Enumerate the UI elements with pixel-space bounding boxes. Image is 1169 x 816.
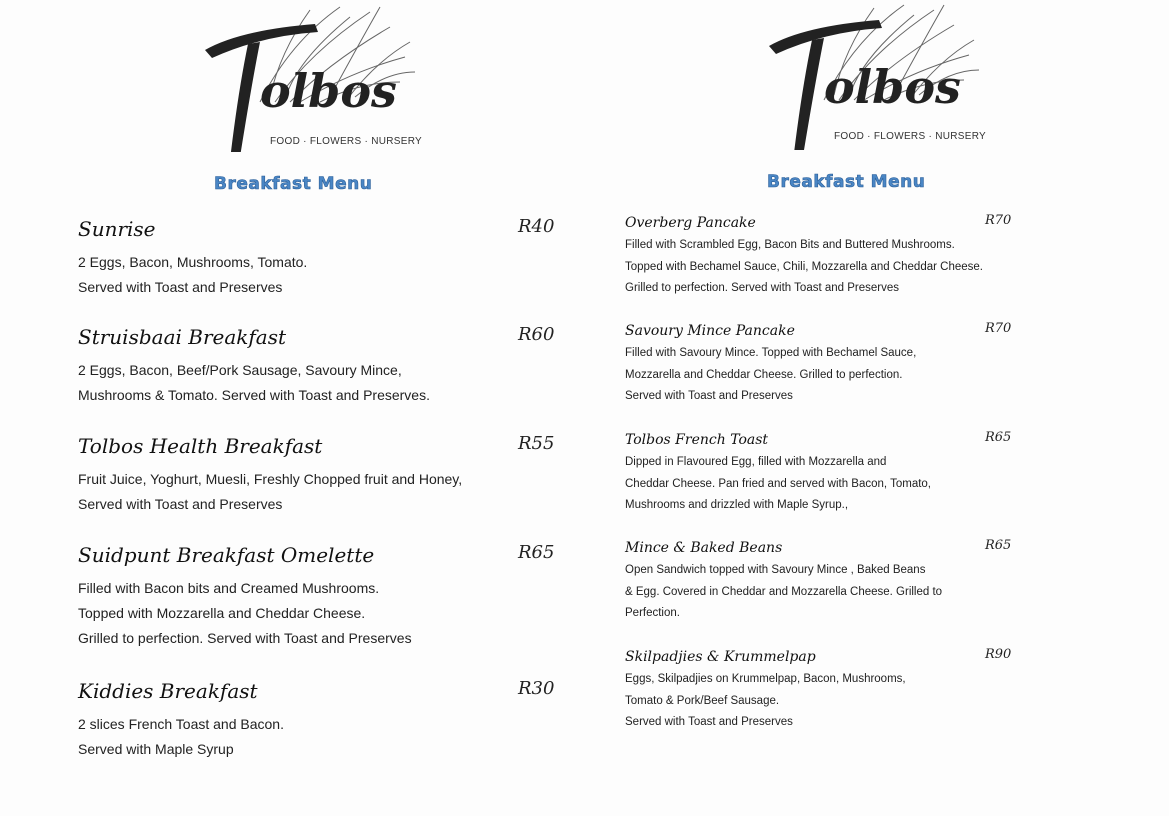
logo-text: olbos (260, 64, 397, 118)
item-price: R60 (518, 324, 555, 345)
item-price: R70 (985, 213, 1012, 228)
item-name: Sunrise (78, 217, 156, 241)
menu-item (625, 538, 1015, 625)
item-description: Filled with Scrambled Egg, Bacon Bits and Buttered Mushrooms. Topped with Bechamel Sauce, Chili, Mozzarella and Cheddar Cheese. Grilled to perfection. Served with Toast and Preserves (625, 239, 983, 294)
menu-item (78, 431, 568, 517)
item-price: R70 (985, 321, 1012, 336)
item-description: 2 slices French Toast and Bacon. Served with Maple Syrup (78, 716, 284, 757)
logo-tagline: FOOD · FLOWERS · NURSERY (270, 136, 423, 147)
item-price: R65 (985, 430, 1012, 445)
menu-item (78, 676, 568, 762)
item-description: Eggs, Skilpadjies on Krummelpap, Bacon, Mushrooms, Tomato & Pork/Beef Sausage. Served with Toast and Preserves (625, 673, 906, 728)
item-price: R30 (518, 678, 555, 699)
item-description: Filled with Bacon bits and Creamed Mushrooms. Topped with Mozzarella and Cheddar Cheese. Grilled to perfection. Served with Toast and Preserves (78, 580, 412, 646)
right-menu-page (584, 0, 1169, 816)
menu-item (78, 540, 568, 651)
menu-item (625, 647, 1015, 734)
tolbos-logo (200, 2, 430, 152)
menu-item (625, 213, 1015, 300)
item-price: R65 (985, 538, 1012, 553)
logo-tagline: FOOD · FLOWERS · NURSERY (834, 131, 987, 142)
item-name: Kiddies Breakfast (78, 679, 258, 703)
item-name: Tolbos Health Breakfast (78, 434, 323, 458)
item-price: R90 (985, 647, 1012, 662)
menu-item (78, 322, 568, 408)
menu-title: Breakfast Menu (767, 172, 926, 192)
left-menu-page (0, 0, 584, 816)
item-description: Open Sandwich topped with Savoury Mince , Baked Beans & Egg. Covered in Cheddar and Mozzarella Cheese. Grilled to Perfection. (625, 564, 943, 619)
menu-title: Breakfast Menu (214, 174, 373, 194)
item-description: 2 Eggs, Bacon, Mushrooms, Tomato. Served with Toast and Preserves (78, 254, 308, 295)
item-description: Dipped in Flavoured Egg, filled with Mozzarella and Cheddar Cheese. Pan fried and served with Bacon, Tomato, Mushrooms and drizzled with Maple Syrup., (625, 456, 931, 511)
item-description: Filled with Savoury Mince. Topped with Bechamel Sauce, Mozzarella and Cheddar Cheese. Grilled to perfection. Served with Toast and Preserves (625, 347, 917, 402)
item-description: Fruit Juice, Yoghurt, Muesli, Freshly Chopped fruit and Honey, Served with Toast and Preserves (78, 471, 463, 512)
item-price: R65 (518, 542, 555, 563)
item-name: Struisbaai Breakfast (78, 325, 287, 349)
item-price: R55 (518, 433, 555, 454)
item-name: Mince & Baked Beans (625, 540, 783, 556)
tolbos-logo (764, 0, 994, 150)
menu-item (625, 321, 1015, 408)
item-description: 2 Eggs, Bacon, Beef/Pork Sausage, Savoury Mince, Mushrooms & Tomato. Served with Toast and Preserves. (78, 362, 430, 403)
item-price: R40 (518, 216, 555, 237)
item-name: Skilpadjies & Krummelpap (625, 649, 816, 665)
item-name: Suidpunt Breakfast Omelette (78, 543, 375, 567)
menu-item (78, 214, 568, 300)
item-name: Tolbos French Toast (625, 432, 769, 448)
item-name: Overberg Pancake (625, 215, 756, 231)
item-name: Savoury Mince Pancake (625, 323, 795, 339)
menu-item (625, 430, 1015, 517)
logo-text: olbos (824, 60, 961, 114)
